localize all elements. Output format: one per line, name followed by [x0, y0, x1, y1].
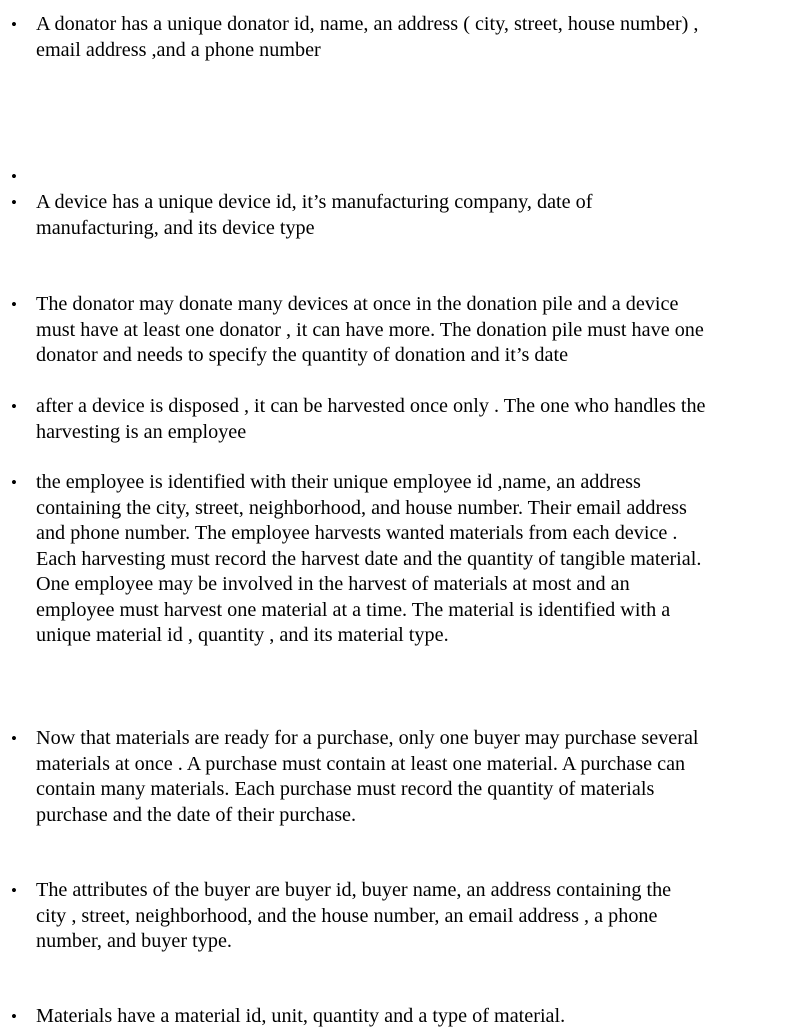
- text-line: A donator has a unique donator id, name, an address ( city, street, house number) ,: [36, 13, 699, 35]
- text-line: Now that materials are ready for a purchase, only one buyer may purchase several: [36, 727, 699, 749]
- bullet-icon: •: [11, 193, 17, 212]
- text-line: employee must harvest one material at a time. The material is identified with a: [36, 598, 671, 621]
- bullet-text: [36, 878, 788, 955]
- text-line: materials at once . A purchase must contain at least one material. A purchase can: [36, 752, 686, 775]
- text-line: city , street, neighborhood, and the house number, an email address , a phone: [36, 904, 658, 927]
- text-line: One employee may be involved in the harvest of materials at most and an: [36, 573, 630, 595]
- bullet-icon: •: [11, 1007, 17, 1026]
- bullet-icon: •: [11, 167, 17, 186]
- bullet-text: [36, 12, 788, 63]
- text-line: purchase and the date of their purchase.: [36, 803, 357, 826]
- text-line: manufacturing, and its device type: [36, 216, 315, 239]
- text-line: unique material id , quantity , and its material type.: [36, 624, 449, 646]
- text-line: A device has a unique device id, it’s manufacturing company, date of: [36, 191, 593, 213]
- bullet-text: [36, 470, 788, 649]
- bullet-icon: •: [11, 295, 17, 314]
- bullet-text: [36, 726, 788, 828]
- text-line: The attributes of the buyer are buyer id, buyer name, an address containing the: [36, 879, 672, 901]
- text-line: number, and buyer type.: [36, 930, 232, 952]
- bullet-icon: •: [11, 881, 17, 900]
- text-line: harvesting is an employee: [36, 420, 247, 443]
- text-line: after a device is disposed , it can be harvested once only . The one who handles the: [36, 395, 706, 417]
- text-line: Materials have a material id, unit, quantity and a type of material.: [36, 1005, 566, 1027]
- text-line: donator and needs to specify the quantity of donation and it’s date: [36, 344, 569, 366]
- text-line: containing the city, street, neighborhood, and house number. Their email address: [36, 496, 687, 519]
- text-line: Each harvesting must record the harvest date and the quantity of tangible material.: [36, 547, 702, 570]
- bullet-icon: •: [11, 15, 17, 34]
- text-line: email address ,and a phone number: [36, 38, 321, 61]
- text-line: contain many materials. Each purchase must record the quantity of materials: [36, 778, 655, 800]
- bullet-icon: •: [11, 397, 17, 416]
- bullet-icon: •: [11, 473, 17, 492]
- text-line: The donator may donate many devices at once in the donation pile and a device: [36, 293, 679, 315]
- bullet-text: [36, 1004, 788, 1030]
- text-line: the employee is identified with their unique employee id ,name, an address: [36, 471, 641, 493]
- bullet-text: [36, 394, 788, 445]
- text-line: must have at least one donator , it can have more. The donation pile must have one: [36, 318, 704, 341]
- bullet-text: [36, 190, 788, 241]
- bullet-icon: •: [11, 729, 17, 748]
- bullet-text: [36, 292, 788, 369]
- text-line: and phone number. The employee harvests wanted materials from each device .: [36, 522, 678, 544]
